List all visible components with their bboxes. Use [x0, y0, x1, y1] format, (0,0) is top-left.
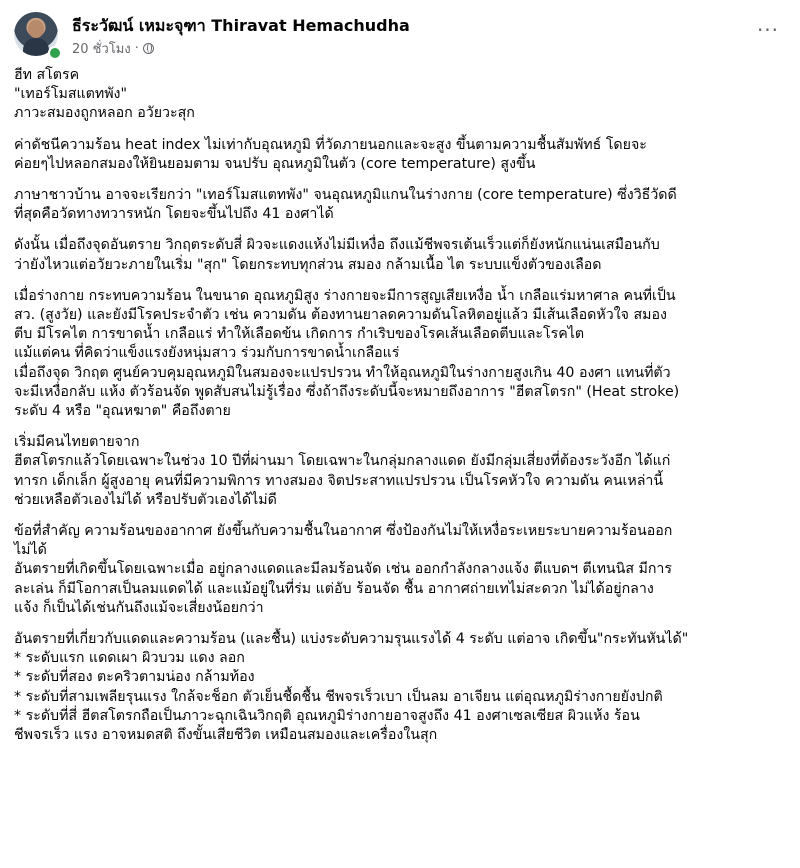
post-paragraph	[14, 136, 790, 174]
post-text-line: ว่ายังไหวแต่อวัยวะภายในเริ่ม "สุก" โดยกระทบทุกส่วน สมอง กล้ามเนื้อ ไต ระบบแข็งตัวของเลือด	[14, 256, 602, 273]
post-text-line: ฮีท สโตรค	[14, 67, 80, 83]
post-body	[14, 66, 790, 745]
post-text-line: เริ่มมีคนไทยตายจาก	[14, 434, 140, 451]
post-text-line: ละเล่น ก็มีโอกาสเป็นลมแดดได้ และแม้อยู่ในที่ร่ม แต่อับ ร้อนจัด ชื้น อากาศถ่ายเทไม่สะดวก ไม่ได้อยู่กลาง	[14, 580, 654, 597]
online-status-dot	[48, 46, 62, 60]
post-text-line: "เทอร์โมสแตทพัง"	[14, 86, 128, 103]
more-options-button[interactable]: ···	[756, 18, 780, 42]
post-text-line: ระดับ 4 หรือ "อุณหฆาต" คือถึงตาย	[14, 403, 231, 420]
post-text-line: * ระดับแรก แดดเผา ผิวบวม แดง ลอก	[14, 650, 245, 667]
post-paragraph	[14, 66, 790, 124]
post-paragraph	[14, 236, 790, 274]
post-text-line: * ระดับที่สี่ ฮีตสโตรกถือเป็นภาวะฉุกเฉินวิกฤติ อุณหภูมิร่างกายอาจสูงถึง 41 องศาเซลเซียส ผิวแห้ง ร้อน	[14, 707, 640, 724]
post-time[interactable]: 20 ชั่วโมง	[72, 42, 131, 57]
author-name[interactable]: ธีระวัฒน์ เหมะจุฑา Thiravat Hemachudha	[72, 16, 410, 35]
post-text-line: เมื่อถึงจุด วิกฤต ศูนย์ควบคุมอุณหภูมิในสมองจะแปรปรวน ทำให้อุณหภูมิในร่างกายสูงเกิน 40 องศา แทนที่ตัว	[14, 364, 671, 381]
post-text-line: ภาษาชาวบ้าน อาจจะเรียกว่า "เทอร์โมสแตทพัง" จนอุณหภูมิแกนในร่างกาย (core temperature) ซึ่งวิธีวัดดี	[14, 187, 677, 204]
avatar-body	[23, 38, 49, 56]
post-text-line: จะมีเหงื่อกลับ แห้ง ตัวร้อนจัด พูดสับสนไม่รู้เรื่อง ซึ่งถ้าถึงระดับนี้จะหมายถึงอาการ "ฮีตสโตรก" (Heat stroke)	[14, 383, 680, 400]
post-paragraph	[14, 433, 790, 510]
paragraph-gap	[14, 124, 790, 136]
post-paragraph	[14, 522, 790, 618]
post-text-line: ดังนั้น เมื่อถึงจุดอันตราย วิกฤตระดับสี่ ผิวจะแดงแห้งไม่มีเหงื่อ ถึงแม้ชีพจรเต้นเร็วแต่ก็ยังหนักแน่นเสมือนกับ	[14, 237, 660, 254]
post-text-line: ที่สุดคือวัดทางทวารหนัก โดยจะขึ้นไปถึง 41 องศาได้	[14, 206, 334, 223]
post-text-line: ไม่ได้	[14, 542, 47, 559]
paragraph-gap	[14, 510, 790, 522]
paragraph-gap	[14, 618, 790, 630]
post-text-line: * ระดับที่สอง ตะคริวตามน่อง กล้ามท้อง	[14, 669, 255, 686]
post-text-line: อันตรายที่เกี่ยวกับแดดและความร้อน (และชื้น) แบ่งระดับความรุนแรงได้ 4 ระดับ แต่อาจ เกิดขึ้น"กระทันหันได้"	[14, 631, 689, 648]
post-text-line: สว. (สูงวัย) และยังมีโรคประจำตัว เช่น ความดัน ต้องทานยาลดความดันโลหิตอยู่แล้ว มีเส้นเลือดหัวใจ สมอง	[14, 307, 667, 324]
globe-icon[interactable]	[143, 43, 154, 54]
post-paragraph	[14, 287, 790, 421]
post-paragraph	[14, 630, 790, 745]
post-text-line: ค่าดัชนีความร้อน heat index ไม่เท่ากับอุณหภูมิ ที่วัดภายนอกและจะสูง ขึ้นตามความชื้นสัมพัทธ์ โดยจะ	[14, 136, 647, 153]
post-text-line: ภาวะสมองถูกหลอก อวัยวะสุก	[14, 105, 195, 122]
post-text-line: ทารก เด็กเล็ก ผู้สูงอายุ คนที่มีความพิการ ทางสมอง จิตประสาทแปรปรวน เป็นโรคหัวใจ ความดัน คนเหล่านี้	[14, 472, 664, 489]
post-text-line: ฮีตสโตรกแล้วโดยเฉพาะในช่วง 10 ปีที่ผ่านมา โดยเฉพาะในกลุ่มกลางแดด ยังมีกลุ่มเสี่ยงที่ต้องระวังอีก ได้แก่	[14, 453, 671, 470]
paragraph-gap	[14, 224, 790, 236]
paragraph-gap	[14, 421, 790, 433]
post-text-line: อันตรายที่เกิดขึ้นโดยเฉพาะเมื่อ อยู่กลางแดดและมีลมร้อนจัด เช่น ออกกำลังกลางแจ้ง ตีแบดฯ ตีเทนนิส มีการ	[14, 561, 673, 578]
meta-separator: ·	[134, 41, 139, 56]
post-text-line: ข้อที่สำคัญ ความร้อนของอากาศ ยังขึ้นกับความชื้นในอากาศ ซึ่งป้องกันไม่ให้เหงื่อระเหยระบายความร้อนออก	[14, 523, 673, 540]
post-text-line: แจ้ง ก็เป็นได้เช่นกันถึงแม้จะเสี่ยงน้อยกว่า	[14, 599, 264, 616]
post-text-line: เมื่อร่างกาย กระทบความร้อน ในขนาด อุณหภูมิสูง ร่างกายจะมีการสูญเสียเหงื่อ น้ำ เกลือแร่มหาศาล คนที่เป็น	[14, 287, 676, 304]
paragraph-gap	[14, 174, 790, 186]
avatar-face	[28, 20, 44, 38]
post-text-line: ค่อยๆไปหลอกสมองให้ยินยอมตาม จนปรับ อุณหภูมิในตัว (core temperature) สูงขึ้น	[14, 155, 536, 172]
post-text-line: ช่วยเหลือตัวเองไม่ได้ หรือปรับตัวเองได้ไม่ดี	[14, 491, 277, 508]
post-text-line: ตีบ มีโรคไต การขาดน้ำ เกลือแร่ ทำให้เลือดข้น เกิดการ กำเริบของโรคเส้นเลือดตีบและโรคไต	[14, 326, 585, 343]
post-text-line: แม้แต่คน ที่คิดว่าแข็งแรงยังหนุ่มสาว ร่วมกับการขาดน้ำเกลือแร่	[14, 345, 400, 362]
post-text-line: ชีพจรเร็ว แรง อาจหมดสติ ถึงขั้นเสียชีวิต เหมือนสมองและเครื่องในสุก	[14, 727, 438, 744]
post-text-line: * ระดับที่สามเพลียรุนแรง ใกล้จะช็อก ตัวเย็นชื้ดชื้น ชีพจรเร็วเบา เป็นลม อาเจียน แต่อุณหภูมิร่างกายยังปกติ	[14, 688, 663, 705]
post-meta	[72, 38, 154, 59]
post-header	[14, 12, 786, 60]
paragraph-gap	[14, 275, 790, 287]
post-paragraph	[14, 186, 790, 224]
